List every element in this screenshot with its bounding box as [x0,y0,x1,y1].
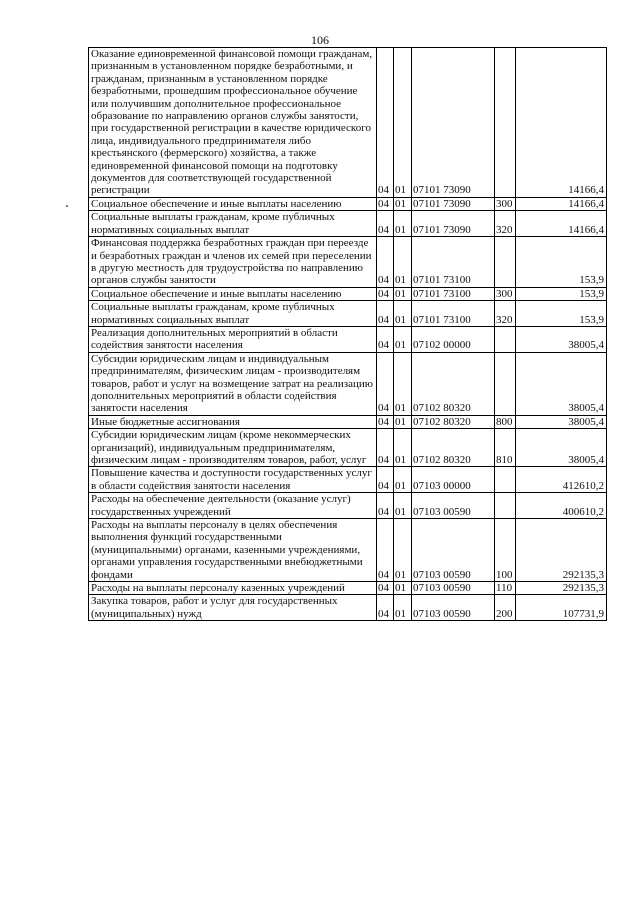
target-article-code: 07102 80320 [412,352,495,415]
amount-value: 153,9 [516,237,607,288]
row-description: Субсидии юридическим лицам и индивидуальным предпринимателям, физическим лицам - производителям товаров, работ и услуг на возмещение затрат на реализацию дополнительных мероприятий в области содействия занятости населения [89,352,377,415]
row-description: Закупка товаров, работ и услуг для государственных (муниципальных) нужд [89,595,377,621]
section-code: 04 [377,493,394,519]
row-description: Социальное обеспечение и иные выплаты населению [89,197,377,210]
row-description: Расходы на выплаты персоналу в целях обеспечения выполнения функций государственными (муниципальными) органами, казенными учреждениями, органами управления государственными внебюджетными фондами [89,519,377,582]
target-article-code: 07101 73090 [412,211,495,237]
amount-value: 14166,4 [516,197,607,210]
amount-value: 38005,4 [516,429,607,467]
row-description: Иные бюджетные ассигнования [89,415,377,428]
row-description: Расходы на обеспечение деятельности (оказание услуг) государственных учреждений [89,493,377,519]
amount-value: 153,9 [516,301,607,327]
subsection-code: 01 [394,467,412,493]
table-row [89,48,607,198]
row-description: Расходы на выплаты персоналу казенных учреждений [89,582,377,595]
section-code: 04 [377,197,394,210]
subsection-code: 01 [394,415,412,428]
table-row [89,429,607,467]
amount-value: 38005,4 [516,415,607,428]
amount-value: 38005,4 [516,352,607,415]
section-code: 04 [377,211,394,237]
subsection-code: 01 [394,519,412,582]
amount-value: 412610,2 [516,467,607,493]
subsection-code: 01 [394,493,412,519]
row-description: Социальные выплаты гражданам, кроме публичных нормативных социальных выплат [89,301,377,327]
table-row [89,352,607,415]
expense-type-code: 110 [495,582,516,595]
subsection-code: 01 [394,301,412,327]
amount-value: 292135,3 [516,519,607,582]
section-code: 04 [377,582,394,595]
table-row [89,582,607,595]
expense-type-code [495,237,516,288]
row-description: Субсидии юридическим лицам (кроме некоммерческих организаций), индивидуальным предпринимателям, физическим лицам - производителям товаров, работ, услуг [89,429,377,467]
expense-type-code [495,493,516,519]
section-code: 04 [377,237,394,288]
amount-value: 107731,9 [516,595,607,621]
table-row [89,301,607,327]
subsection-code: 01 [394,352,412,415]
table-row [89,415,607,428]
expense-type-code: 320 [495,211,516,237]
expense-type-code [495,352,516,415]
table-row [89,493,607,519]
amount-value: 14166,4 [516,48,607,198]
section-code: 04 [377,326,394,352]
target-article-code: 07101 73100 [412,237,495,288]
scan-speck [66,205,68,207]
expense-type-code [495,326,516,352]
expense-type-code: 300 [495,287,516,300]
section-code: 04 [377,519,394,582]
page-number: 106 [311,33,329,47]
subsection-code: 01 [394,595,412,621]
section-code: 04 [377,415,394,428]
section-code: 04 [377,352,394,415]
section-code: 04 [377,301,394,327]
target-article-code: 07103 00000 [412,467,495,493]
expense-type-code: 810 [495,429,516,467]
target-article-code: 07102 80320 [412,415,495,428]
expense-type-code: 800 [495,415,516,428]
table-row [89,595,607,621]
expense-type-code [495,467,516,493]
subsection-code: 01 [394,237,412,288]
table-row [89,237,607,288]
section-code: 04 [377,595,394,621]
section-code: 04 [377,48,394,198]
amount-value: 292135,3 [516,582,607,595]
expense-type-code: 300 [495,197,516,210]
subsection-code: 01 [394,287,412,300]
table-row [89,211,607,237]
target-article-code: 07103 00590 [412,519,495,582]
table-row [89,287,607,300]
target-article-code: 07101 73090 [412,48,495,198]
budget-table [88,47,607,621]
section-code: 04 [377,467,394,493]
subsection-code: 01 [394,48,412,198]
budget-table-body [89,48,607,621]
target-article-code: 07102 00000 [412,326,495,352]
row-description: Социальные выплаты гражданам, кроме публичных нормативных социальных выплат [89,211,377,237]
row-description: Социальное обеспечение и иные выплаты населению [89,287,377,300]
section-code: 04 [377,429,394,467]
row-description: Оказание единовременной финансовой помощи гражданам, признанным в установленном порядке безработными, и гражданам, признанным в установленном порядке безработными, прошедшим профессиональное обучение или получившим дополнительное профессиональное образование по направлению органов службы занятости, при государственной регистрации в качестве юридического лица, индивидуального предпринимателя либо крестьянского (фермерского) хозяйства, а также единовременной финансовой помощи на подготовку документов для соответствующей государственной регистрации [89,48,377,198]
amount-value: 14166,4 [516,211,607,237]
amount-value: 153,9 [516,287,607,300]
target-article-code: 07101 73090 [412,197,495,210]
subsection-code: 01 [394,429,412,467]
row-description: Повышение качества и доступности государственных услуг в области содействия занятости населения [89,467,377,493]
row-description: Финансовая поддержка безработных граждан при переезде и безработных граждан и членов их семей при переселении в другую местность для трудоустройства по направлению органов службы занятости [89,237,377,288]
section-code: 04 [377,287,394,300]
target-article-code: 07101 73100 [412,287,495,300]
table-row [89,467,607,493]
target-article-code: 07103 00590 [412,595,495,621]
subsection-code: 01 [394,211,412,237]
amount-value: 38005,4 [516,326,607,352]
expense-type-code: 320 [495,301,516,327]
expense-type-code: 200 [495,595,516,621]
row-description: Реализация дополнительных мероприятий в области содействия занятости населения [89,326,377,352]
table-row [89,519,607,582]
target-article-code: 07102 80320 [412,429,495,467]
table-row [89,197,607,210]
target-article-code: 07103 00590 [412,582,495,595]
target-article-code: 07103 00590 [412,493,495,519]
expense-type-code [495,48,516,198]
subsection-code: 01 [394,582,412,595]
table-row [89,326,607,352]
subsection-code: 01 [394,197,412,210]
expense-type-code: 100 [495,519,516,582]
subsection-code: 01 [394,326,412,352]
target-article-code: 07101 73100 [412,301,495,327]
amount-value: 400610,2 [516,493,607,519]
